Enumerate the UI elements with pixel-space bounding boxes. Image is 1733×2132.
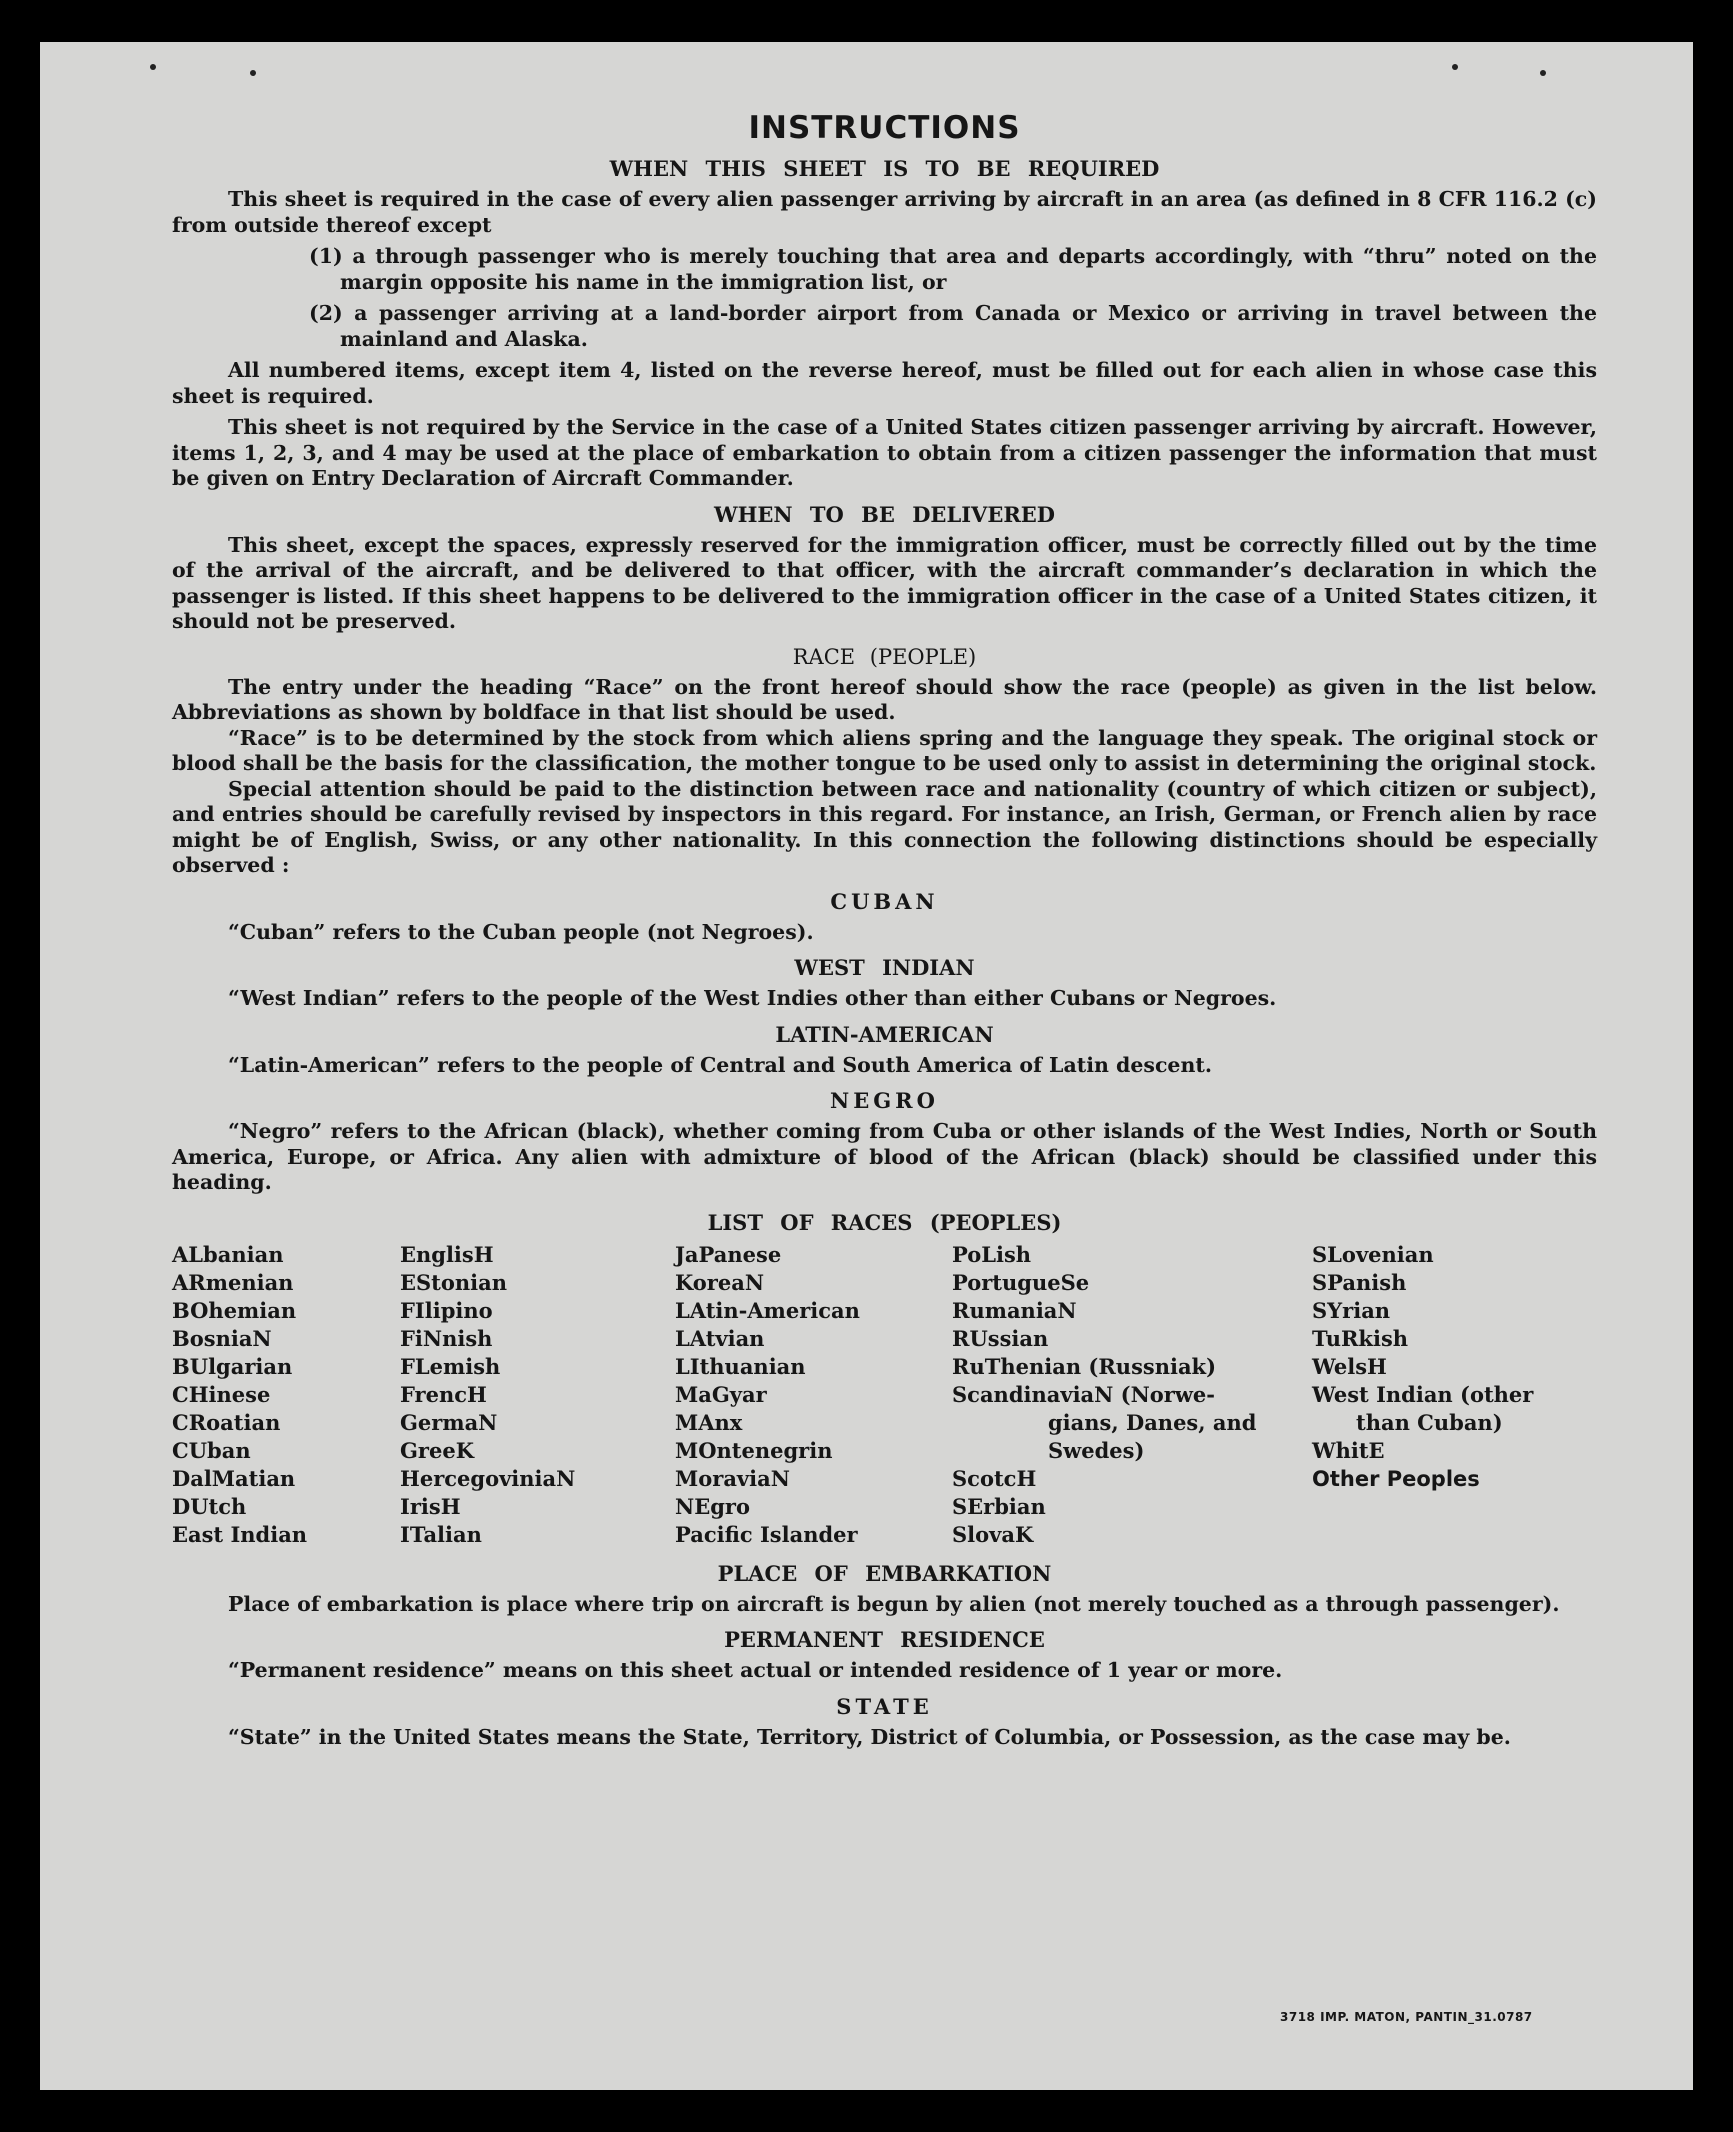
race-item: than Cuban) [1356, 1409, 1503, 1435]
race-item: BUlgarian [172, 1353, 293, 1379]
race-item: GreeK [400, 1437, 474, 1463]
race-item: LIthuanian [675, 1353, 806, 1379]
race-item: EStonian [400, 1269, 507, 1295]
punch-mark [1540, 70, 1546, 76]
heading-when-delivered: WHEN TO BE DELIVERED [713, 501, 1055, 527]
heading-west-indian: WEST INDIAN [794, 955, 975, 980]
race-item: JaPanese [675, 1241, 782, 1267]
race-item: MaGyar [675, 1381, 767, 1407]
race-item: Other Peoples [1312, 1466, 1480, 1491]
race-item: RumaniaN [952, 1297, 1077, 1323]
exception-item-1: (1) a through passenger who is merely touching that area and departs accordingly, with “thru” noted on the margin opposite his name in the immigration list, or [309, 244, 1597, 294]
race-item: CUban [172, 1437, 251, 1463]
race-item: FLemish [400, 1353, 501, 1379]
race-item: IrisH [400, 1493, 461, 1519]
race-item: PortugueSe [952, 1269, 1090, 1295]
heading-race: RACE (PEOPLE) [792, 644, 977, 669]
race-item: SYrian [1312, 1297, 1391, 1323]
race-item: KoreaN [675, 1269, 765, 1295]
race-item: ITalian [400, 1521, 482, 1547]
negro-text: “Negro” refers to the African (black), whether coming from Cuba or other islands of the West Indies, North or South America, Europe, or Africa. Any alien with admixture of blood of the African (black) should be classified under this heading. [172, 1119, 1597, 1194]
race-item: SLovenian [1312, 1241, 1434, 1267]
cuban-text: “Cuban” refers to the Cuban people (not Negroes). [228, 919, 814, 944]
race-item: ScandinaviaN (Norwe- [952, 1381, 1216, 1407]
race-item: RuThenian (Russniak) [952, 1353, 1217, 1379]
race-item: CRoatian [172, 1409, 281, 1435]
race-item: DUtch [172, 1493, 247, 1519]
race-item: CHinese [172, 1381, 271, 1407]
residence-text: “Permanent residence” means on this sheet actual or intended residence of 1 year or more. [228, 1658, 1283, 1682]
race-item: LAtin-American [675, 1297, 860, 1323]
race-item: East Indian [172, 1521, 308, 1547]
race-item: West Indian (other [1312, 1381, 1534, 1407]
punch-mark [1452, 64, 1458, 70]
race-item: ARmenian [172, 1269, 294, 1295]
race-item: ScotcH [952, 1465, 1037, 1491]
race-column-2 [400, 1241, 575, 1549]
heading-list-of-races: LIST OF RACES (PEOPLES) [707, 1209, 1062, 1235]
race-item: Swedes) [1048, 1437, 1145, 1463]
heading-when-required: WHEN THIS SHEET IS TO BE REQUIRED [609, 156, 1160, 181]
race-item: SlovaK [952, 1521, 1034, 1547]
latin-american-text: “Latin-American” refers to the people of Central and South America of Latin descent. [228, 1052, 1212, 1077]
race-item: DalMatian [172, 1465, 296, 1491]
race-item: SPanish [1312, 1269, 1407, 1295]
race-item: SErbian [952, 1493, 1046, 1519]
race-item: GermaN [400, 1409, 498, 1435]
race-paragraph-3: Special attention should be paid to the distinction between race and nationality (country of which citizen or subject), and entries should be carefully revised by inspectors in this regard. For instance, an Irish, German, or French alien by race might be of English, Swiss, or any other nationality. In this connection the following distinctions should be especially observed : [172, 776, 1597, 877]
instruction-sheet [40, 42, 1693, 2090]
race-item: FiNnish [400, 1325, 493, 1351]
race-column-1 [172, 1241, 307, 1549]
heading-state: STATE [836, 1693, 933, 1719]
numbered-items-paragraph: All numbered items, except item 4, listed on the reverse hereof, must be filled out for each alien in whose case this sheet is required. [172, 358, 1597, 408]
intro-paragraph: This sheet is required in the case of every alien passenger arriving by aircraft in an area (as defined in 8 CFR 116.2 (c) from outside thereof except [172, 187, 1597, 237]
state-text: “State” in the United States means the State, Territory, District of Columbia, or Possession, as the case may be. [228, 1724, 1511, 1749]
race-item: HercegoviniaN [400, 1465, 576, 1491]
heading-permanent-residence: PERMANENT RESIDENCE [724, 1627, 1045, 1652]
race-item: PoLish [952, 1241, 1032, 1267]
race-item: FrencH [400, 1381, 487, 1407]
punch-mark [250, 70, 256, 76]
printer-mark: 3718 IMP. MATON, PANTIN_31.0787 [1280, 2010, 1533, 2024]
race-column-3 [675, 1241, 860, 1549]
race-item: LAtvian [675, 1325, 765, 1351]
page-title: INSTRUCTIONS [748, 110, 1021, 146]
race-item: EnglisH [400, 1241, 494, 1267]
race-item: BosniaN [172, 1325, 272, 1351]
race-item: NEgro [675, 1493, 750, 1519]
race-paragraph-1: The entry under the heading “Race” on the front hereof should show the race (people) as given in the list below. Abbreviations as shown by boldface in that list should be used. [172, 674, 1597, 724]
race-item: WelsH [1312, 1353, 1387, 1379]
citizen-paragraph: This sheet is not required by the Service in the case of a United States citizen passenger arriving by aircraft. However, items 1, 2, 3, and 4 may be used at the place of embarkation to obtain from a citizen passenger the information that must be given on Entry Declaration of Aircraft Commander. [172, 415, 1597, 490]
race-paragraph-2: “Race” is to be determined by the stock from which aliens spring and the language they speak. The original stock or blood shall be the basis for the classification, the mother tongue to be used only to assist in determining the original stock. [172, 725, 1597, 775]
exception-item-2: (2) a passenger arriving at a land-border airport from Canada or Mexico or arriving in travel between the mainland and Alaska. [309, 301, 1597, 351]
race-item: Pacific Islander [675, 1521, 858, 1547]
race-item: MOntenegrin [675, 1437, 833, 1463]
embarkation-text: Place of embarkation is place where trip on aircraft is begun by alien (not merely touched as a through passenger). [228, 1591, 1560, 1616]
heading-negro: NEGRO [830, 1088, 939, 1113]
race-item: RUssian [952, 1325, 1049, 1351]
race-item: MoraviaN [675, 1465, 790, 1491]
race-column-4 [952, 1241, 1256, 1549]
heading-latin-american: LATIN-AMERICAN [775, 1021, 994, 1047]
race-item: FIlipino [400, 1297, 493, 1323]
delivery-paragraph: This sheet, except the spaces, expressly reserved for the immigration officer, must be correctly filled out by the time of the arrival of the aircraft, and be delivered to that officer, with the aircraft commander’s declaration in which the passenger is listed. If this sheet happens to be delivered to the immigration officer in the case of a United States citizen, it should not be preserved. [172, 532, 1597, 633]
race-item: WhitE [1312, 1437, 1385, 1463]
race-list [172, 1241, 1597, 1551]
punch-mark [150, 64, 156, 70]
heading-embarkation: PLACE OF EMBARKATION [717, 1560, 1052, 1586]
west-indian-text: “West Indian” refers to the people of the West Indies other than either Cubans or Negroes. [228, 986, 1277, 1010]
race-item: ALbanian [172, 1241, 284, 1267]
race-item: MAnx [675, 1409, 743, 1435]
race-item: BOhemian [172, 1297, 297, 1323]
race-item: gians, Danes, and [1048, 1409, 1257, 1435]
race-item: TuRkish [1312, 1325, 1409, 1351]
heading-cuban: CUBAN [830, 888, 939, 914]
race-column-5 [1312, 1241, 1533, 1493]
